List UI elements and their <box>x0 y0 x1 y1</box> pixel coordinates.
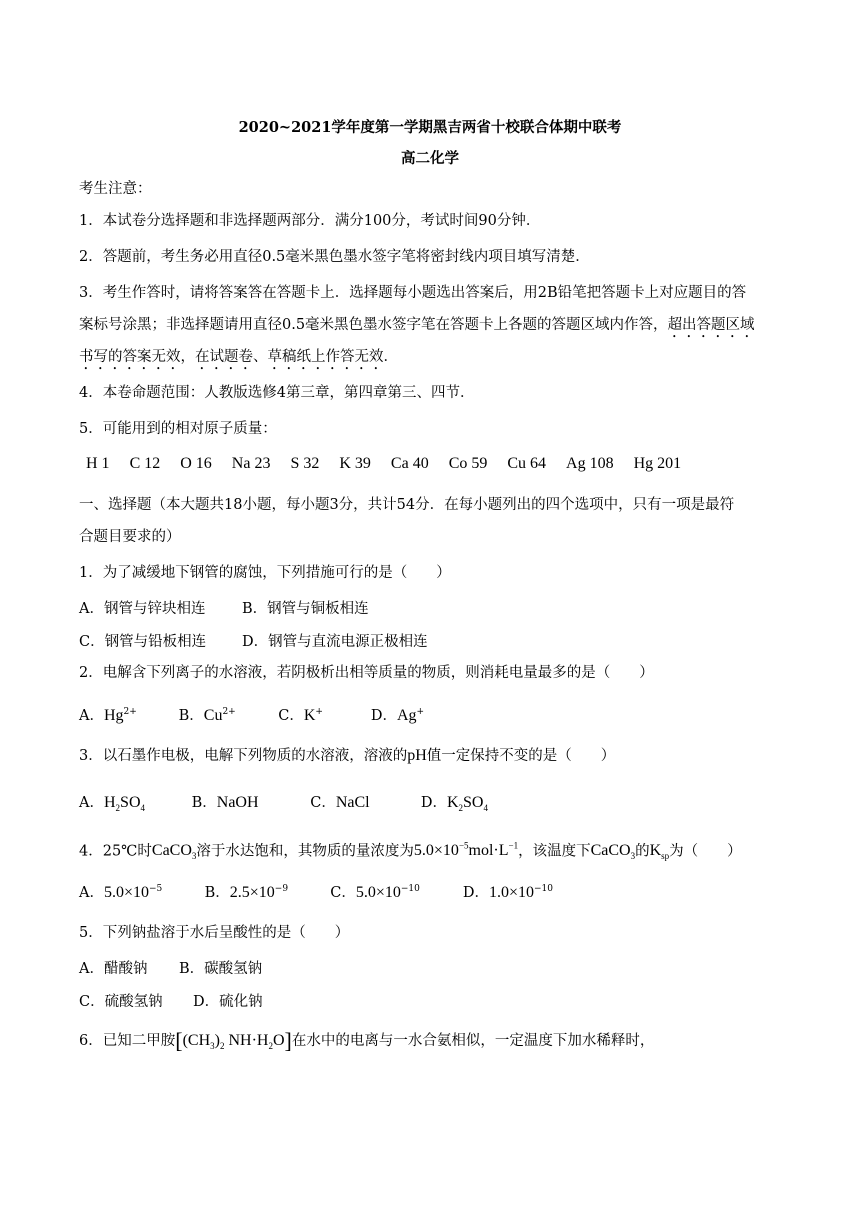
formula-part: ) <box>214 1032 220 1049</box>
question-2-options <box>79 704 424 725</box>
option-b <box>205 881 326 902</box>
stem-text: 溶于水达饱和，其物质的量浓度为 <box>196 843 414 860</box>
bracket-close: ] <box>284 1028 292 1053</box>
stem-text: 值一定保持不变的是（ ） <box>426 748 616 764</box>
atomic-mass-item: Ca 40 <box>390 455 429 472</box>
option-b: B．钢管与铜板相连 <box>242 601 369 617</box>
formula: CaCO$_3$ <box>151 842 197 862</box>
question-5-stem: 5．下列钠盐溶于水后呈酸性的是（ ） <box>79 925 350 941</box>
option-a <box>79 704 174 725</box>
option-a: A．醋酸钠 <box>79 961 148 977</box>
question-3-stem <box>79 746 615 766</box>
atomic-mass-item: C 12 <box>129 455 161 472</box>
formula-part: NH·H <box>228 1032 269 1049</box>
exponent: −10 <box>534 884 553 895</box>
emphasis-text: 在试题卷、草稿纸上作答无效 <box>195 349 384 365</box>
ion-symbol: Cu <box>203 707 223 724</box>
exponent: −5 <box>149 884 163 895</box>
question-1-options-row-2 <box>79 630 428 651</box>
question-5-options-row-2 <box>79 990 263 1011</box>
notice-item-3-line-3 <box>79 347 398 373</box>
stem-text: 为（ ） <box>669 843 742 860</box>
question-5-options-row-1 <box>79 957 262 978</box>
ion-symbol: K <box>303 707 316 724</box>
option-c <box>330 881 458 902</box>
option-d: D．硫化钠 <box>193 994 263 1010</box>
formula: $K_2SO_4$ <box>446 794 488 814</box>
separator-text: ， <box>180 349 195 365</box>
ion-symbol: Hg <box>103 707 124 724</box>
exponent: −10 <box>400 884 420 895</box>
option-a <box>79 791 187 813</box>
stem-text: 3．以石墨作电极，电解下列物质的水溶液，溶液的 <box>79 748 408 764</box>
notice-item-2: 2．答题前，考生务必用直径0.5毫米黑色墨水签字笔将密封线内项目填写清楚． <box>79 249 590 265</box>
option-d <box>421 791 488 813</box>
option-d: D．钢管与直流电源正极相连 <box>242 634 428 650</box>
ion-charge: 2+ <box>123 707 137 718</box>
formula-part: O <box>272 1032 285 1049</box>
notice-item-4: 4．本卷命题范围：人教版选修4第三章，第四章第三、四节． <box>79 385 475 401</box>
atomic-mass-list <box>86 455 697 473</box>
option-label: C． <box>330 885 356 901</box>
question-1-stem: 1．为了减缓地下钢管的腐蚀，下列措施可行的是（ ） <box>79 565 451 581</box>
stem-text: ，该温度下 <box>518 843 591 860</box>
option-d <box>463 881 553 902</box>
notice-item-3-line-2 <box>79 315 755 341</box>
question-3-options <box>79 791 488 813</box>
question-4-options <box>79 881 553 902</box>
atomic-mass-item: Na 23 <box>231 455 271 472</box>
option-label: A． <box>79 708 104 724</box>
notice-item-5: 5．可能用到的相对原子质量： <box>79 421 277 437</box>
option-b: B．碳酸氢钠 <box>179 961 263 977</box>
exponent: −1 <box>508 841 519 851</box>
exponent: −9 <box>274 884 289 895</box>
atomic-mass-item: Cu 64 <box>507 455 547 472</box>
question-4-stem <box>79 836 742 867</box>
option-c <box>278 704 366 725</box>
option-c: C．硫酸氢钠 <box>79 994 163 1010</box>
atomic-mass-item: K 39 <box>339 455 371 472</box>
atomic-mass-item: Ag 108 <box>566 455 614 472</box>
exam-title: 2020~2021学年度第一学期黑吉两省十校联合体期中联考 <box>238 119 622 136</box>
option-a <box>79 881 200 902</box>
formula: NaCl <box>335 794 370 811</box>
formula: $H_2SO_4$ <box>103 794 145 814</box>
atomic-mass-item: O 16 <box>180 455 212 472</box>
number: 5.0×10 <box>413 842 459 860</box>
stem-text: 4．25℃时 <box>79 843 152 860</box>
ion-symbol: Ag <box>396 707 417 724</box>
question-2-stem: 2．电解含下列离子的水溶液，若阴极析出相等质量的物质，则消耗电量最多的是（ ） <box>79 665 654 681</box>
option-label: D． <box>462 885 489 901</box>
atomic-mass-item: H 1 <box>86 455 110 472</box>
notice-item-3-line-1: 3．考生作答时，请将答案答在答题卡上．选择题每小题选出答案后，用2B铅笔把答题卡上对应题目的答 <box>79 285 747 301</box>
number: 5.0×10 <box>103 884 150 901</box>
option-a: A．钢管与锌块相连 <box>79 601 206 617</box>
ion-charge: 2+ <box>222 707 236 718</box>
ksp-symbol: $K_{sp}$ <box>649 842 670 862</box>
unit: mol·L <box>468 842 509 860</box>
ph-symbol: pH <box>407 747 427 764</box>
formula: NaOH <box>216 794 259 811</box>
option-label: B． <box>191 795 217 811</box>
notice-heading: 考生注意： <box>79 181 152 197</box>
stem-text: 6．已知二甲胺 <box>79 1033 176 1049</box>
number: 2.5×10 <box>229 884 275 901</box>
concentration <box>414 842 518 859</box>
notice-item-3-line-2-text: 案标号涂黑；非选择题请用直径0.5毫米黑色墨水签字笔在答题卡上各题的答题区域内作答， <box>79 317 668 333</box>
option-label: C． <box>278 708 304 724</box>
atomic-mass-item: Co 59 <box>448 455 488 472</box>
stem-text: 在水中的电离与一水合氨相似，一定温度下加水稀释时， <box>291 1033 655 1049</box>
section-1-heading-line-1: 一、选择题（本大题共18小题，每小题3分，共计54分．在每小题列出的四个选项中，只有一项是最符 <box>79 497 735 513</box>
notice-item-1: 1．本试卷分选择题和非选择题两部分．满分100分，考试时间90分钟． <box>79 213 541 229</box>
option-label: D． <box>370 708 397 724</box>
ion-charge: + <box>416 707 425 718</box>
atomic-mass-item: Hg 201 <box>633 455 682 472</box>
section-1-heading-line-2: 合题目要求的） <box>79 529 181 545</box>
option-label: A． <box>79 795 104 811</box>
formula: CaCO$_3$ <box>590 842 636 862</box>
end-text: ． <box>383 349 398 365</box>
question-6-stem <box>79 1028 655 1056</box>
exam-subtitle: 高二化学 <box>401 150 459 167</box>
option-b <box>192 791 306 812</box>
formula-part: (CH <box>182 1032 211 1049</box>
option-label: A． <box>79 885 104 901</box>
stem-text: 的 <box>635 843 650 860</box>
number: 1.0×10 <box>488 884 534 901</box>
option-label: D． <box>420 795 447 811</box>
option-b <box>179 704 274 725</box>
question-1-options-row-1 <box>79 597 369 618</box>
emphasis-text: 超出答题区域 <box>667 317 755 333</box>
formula: [$(CH_3)_2$ $NH\cdot H_2O$] <box>175 1028 292 1053</box>
bracket-open: [ <box>175 1028 183 1053</box>
option-label: B． <box>178 708 204 724</box>
emphasis-text: 书写的答案无效 <box>79 349 181 365</box>
option-label: C． <box>310 795 336 811</box>
ion-charge: + <box>315 707 323 718</box>
option-label: B． <box>204 885 230 901</box>
atomic-mass-item: S 32 <box>290 455 320 472</box>
option-c <box>310 791 416 812</box>
number: 5.0×10 <box>355 884 401 901</box>
option-d <box>371 704 424 725</box>
option-c: C．钢管与铅板相连 <box>79 634 207 650</box>
exponent: −5 <box>458 841 469 851</box>
